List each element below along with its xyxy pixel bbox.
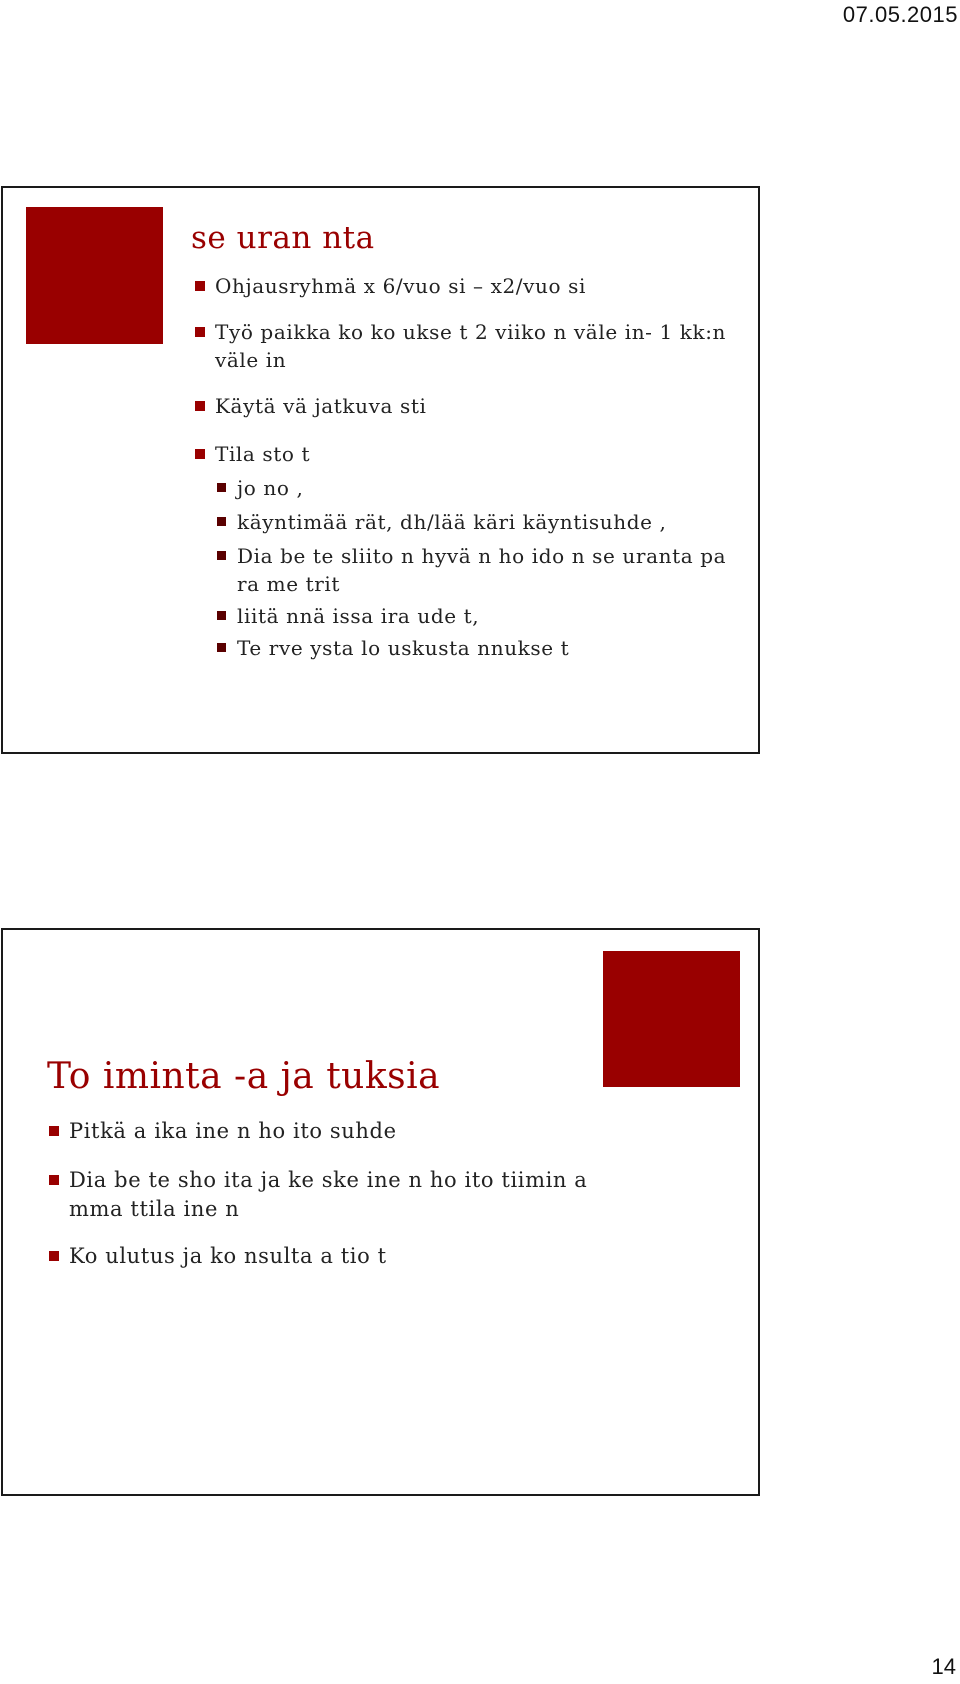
- slide-title: se uran nta: [191, 220, 375, 256]
- sub-list-item: [215, 542, 753, 598]
- list-item: [47, 1242, 607, 1271]
- square-bullet-icon: [217, 517, 226, 526]
- page-number: 14: [931, 1654, 956, 1679]
- slide-toiminta-ajatuksia: [1, 928, 760, 1496]
- square-bullet-icon: [49, 1126, 59, 1136]
- slide-seuranta: [1, 186, 760, 754]
- square-bullet-icon: [217, 643, 226, 652]
- list-item: [193, 318, 753, 374]
- list-item: [193, 272, 753, 300]
- square-bullet-icon: [217, 611, 226, 620]
- list-item-text: Käytä vä jatkuva sti: [215, 394, 427, 418]
- list-item: [47, 1117, 607, 1146]
- square-bullet-icon: [49, 1175, 59, 1185]
- list-item: [193, 440, 753, 468]
- square-bullet-icon: [217, 551, 226, 560]
- bullet-list: [193, 272, 753, 662]
- slide-title: To iminta -a ja tuksia: [47, 1056, 441, 1097]
- bullet-list: [47, 1117, 607, 1271]
- list-item-text: Pitkä a ika ine n ho ito suhde: [69, 1119, 397, 1143]
- list-item-text: Te rve ysta lo uskusta nnukse t: [237, 636, 570, 660]
- list-item-text: Ko ulutus ja ko nsulta a tio t: [69, 1244, 387, 1268]
- list-item-text: käyntimää rät, dh/lää käri käyntisuhde ,: [237, 510, 667, 534]
- list-item-text: Dia be te sliito n hyvä n ho ido n se uranta pa ra me trit: [237, 544, 727, 596]
- list-item: [47, 1166, 607, 1224]
- square-bullet-icon: [195, 449, 205, 459]
- list-item: [193, 392, 753, 420]
- sub-list-item: [215, 602, 753, 630]
- list-item-text: Dia be te sho ita ja ke ske ine n ho ito tiimin a mma ttila ine n: [69, 1168, 588, 1221]
- list-item-text: Tila sto t: [215, 442, 311, 466]
- list-item-text: jo no ,: [237, 476, 304, 500]
- list-item-text: Työ paikka ko ko ukse t 2 viiko n väle in- 1 kk:n väle in: [215, 320, 727, 372]
- sub-list-item: [215, 508, 753, 536]
- slide-accent-square: [26, 207, 163, 344]
- list-item-text: liitä nnä issa ira ude t,: [237, 604, 480, 628]
- sub-list-item: [215, 634, 753, 662]
- slide-accent-square: [603, 951, 740, 1087]
- sub-list-item: [215, 474, 753, 502]
- square-bullet-icon: [217, 483, 226, 492]
- list-item-text: Ohjausryhmä x 6/vuo si – x2/vuo si: [215, 274, 586, 298]
- square-bullet-icon: [49, 1251, 59, 1261]
- square-bullet-icon: [195, 327, 205, 337]
- square-bullet-icon: [195, 401, 205, 411]
- page-date: 07.05.2015: [842, 2, 958, 27]
- square-bullet-icon: [195, 281, 205, 291]
